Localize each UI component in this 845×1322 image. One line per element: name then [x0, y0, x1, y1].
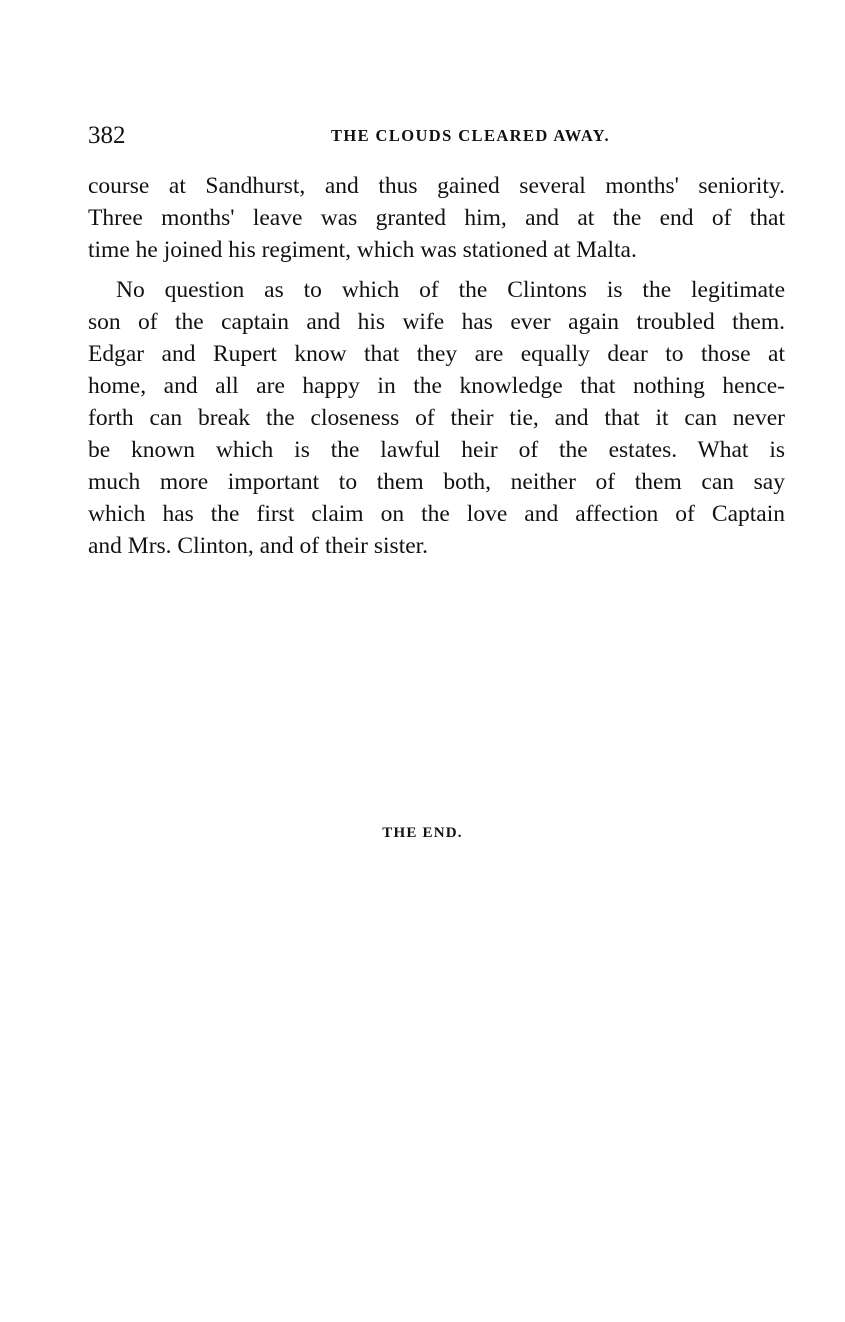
running-title: THE CLOUDS CLEARED AWAY.	[330, 126, 611, 145]
text-line: course at Sandhurst, and thus gained several months' seniority.	[88, 173, 785, 199]
text-line: forth can break the closeness of their tie, and that it can never	[88, 405, 785, 431]
page-number: 382	[88, 122, 126, 149]
body-text	[88, 170, 785, 570]
paragraph	[88, 170, 785, 266]
text-line: much more important to them both, neither of them can say	[88, 469, 785, 495]
text-line: Three months' leave was granted him, and at the end of that	[88, 205, 785, 231]
text-line: which has the first claim on the love and affection of Captain	[88, 501, 785, 527]
text-line: No question as to which of the Clintons is the legitimate	[116, 277, 785, 303]
running-head	[88, 118, 783, 154]
text-line: and Mrs. Clinton, and of their sister.	[88, 533, 429, 559]
text-line: Edgar and Rupert know that they are equally dear to those at	[88, 341, 785, 367]
closing-the-end: THE END.	[382, 825, 463, 841]
text-line: home, and all are happy in the knowledge that nothing hence-	[88, 373, 785, 399]
paragraph	[88, 274, 785, 562]
text-line: son of the captain and his wife has ever again troubled them.	[88, 309, 785, 335]
text-line: time he joined his regiment, which was stationed at Malta.	[88, 237, 637, 263]
text-line: be known which is the lawful heir of the estates. What is	[88, 437, 785, 463]
